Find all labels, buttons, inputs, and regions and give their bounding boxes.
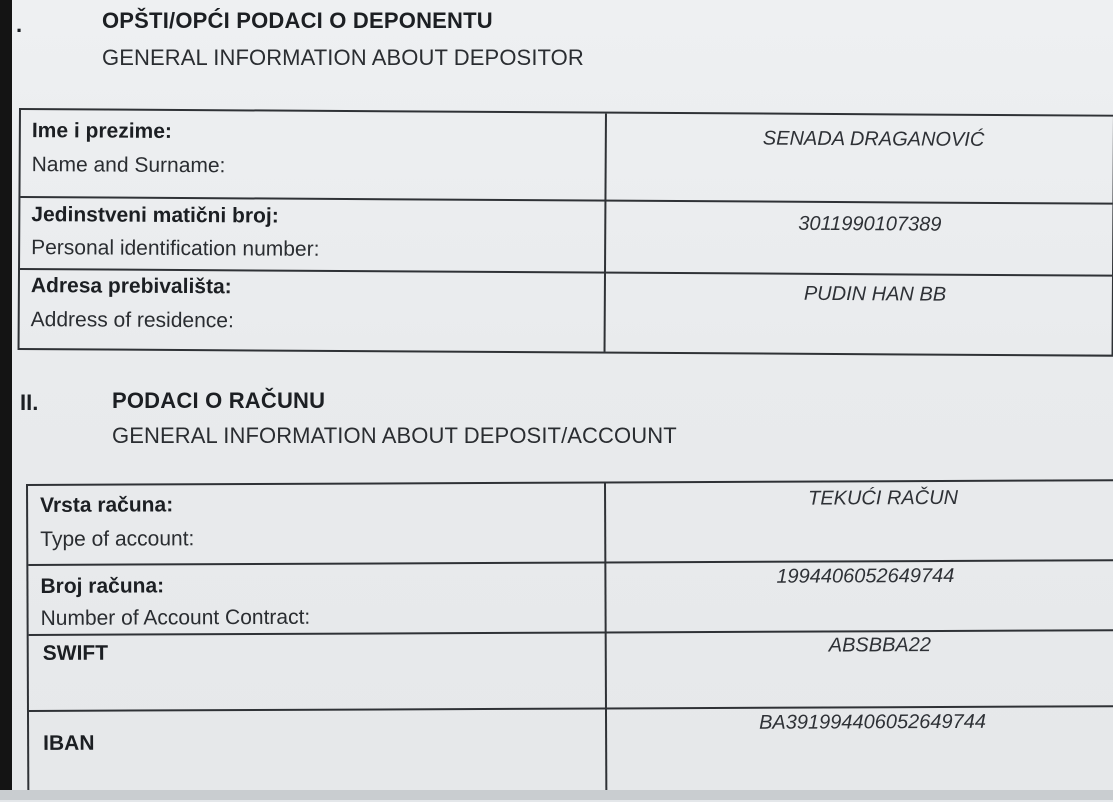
section-2-subtitle: GENERAL INFORMATION ABOUT DEPOSIT/ACCOUNT <box>112 423 677 448</box>
account-info-table <box>26 479 1113 800</box>
table-row <box>28 559 1113 634</box>
account-number-label: Broj računa: <box>40 574 165 598</box>
table-row <box>29 629 1113 710</box>
swift-label: SWIFT <box>42 641 109 665</box>
section-1-subtitle: GENERAL INFORMATION ABOUT DEPOSITOR <box>102 45 584 70</box>
name-value: SENADA DRAGANOVIĆ <box>762 127 985 151</box>
section-1-title: OPŠTI/OPĆI PODACI O DEPONENTU <box>102 8 493 33</box>
photo-bottom-edge <box>0 790 1113 800</box>
personal-id-label: Jedinstveni matični broj: <box>31 203 279 228</box>
account-number-value: 1994406052649744 <box>776 564 955 588</box>
section-2-number: II. <box>20 390 39 415</box>
document-page <box>12 0 1113 790</box>
name-label: Ime i prezime: <box>31 119 172 143</box>
swift-value: ABSBBA22 <box>828 634 932 657</box>
account-type-value: TEKUĆI RAČUN <box>808 486 959 510</box>
account-type-label-en: Type of account: <box>40 527 195 551</box>
personal-id-label-en: Personal identification number: <box>31 236 320 261</box>
table-row <box>20 268 1112 355</box>
iban-label: IBAN <box>43 731 95 755</box>
account-number-label-en: Number of Account Contract: <box>40 605 311 630</box>
name-label-en: Name and Surname: <box>31 153 226 178</box>
depositor-info-table <box>18 108 1113 357</box>
address-value: PUDIN HAN BB <box>803 282 947 306</box>
address-label-en: Address of residence: <box>30 308 234 333</box>
section-1-number: . <box>16 12 23 37</box>
address-label: Adresa prebivališta: <box>30 274 232 299</box>
table-row <box>29 705 1113 802</box>
iban-value: BA391994406052649744 <box>759 710 987 734</box>
photo-left-edge <box>0 0 12 800</box>
table-row <box>20 110 1113 203</box>
section-2-title: PODACI O RAČUNU <box>112 388 326 413</box>
table-row <box>20 196 1112 275</box>
account-type-label: Vrsta računa: <box>40 493 174 517</box>
table-row <box>28 481 1113 564</box>
personal-id-value: 3011990107389 <box>798 212 942 236</box>
